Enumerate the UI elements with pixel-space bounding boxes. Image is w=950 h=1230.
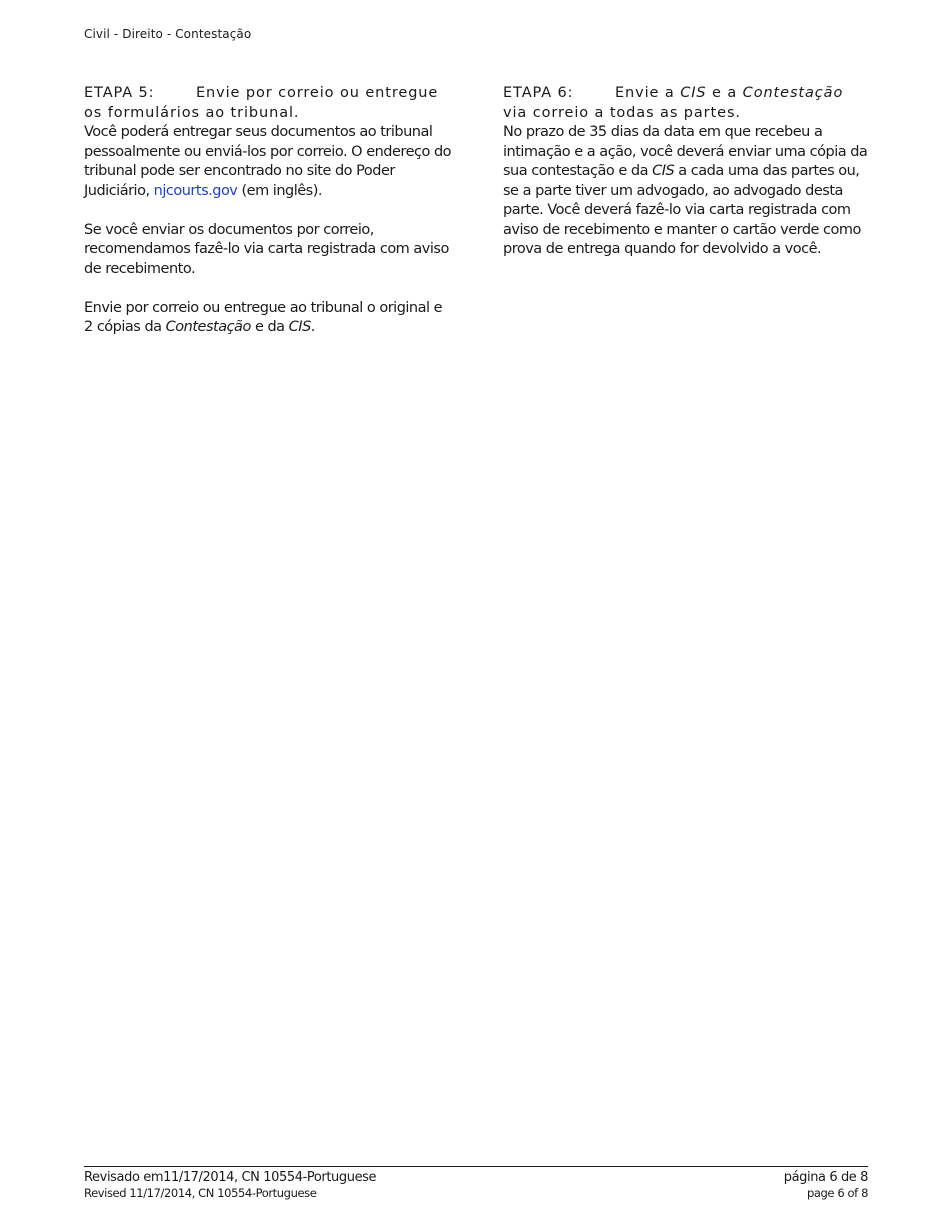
step-5-paragraph-copies — [84, 299, 452, 338]
step-5-title: Envie por correio ou entregue os formulários ao tribunal. — [84, 85, 439, 121]
step-5-paragraph-delivery — [84, 123, 452, 201]
page-header: Civil - Direito - Contestação — [84, 27, 252, 41]
step-6-title-contestacao: Contestação — [742, 85, 844, 101]
step-6-title-post: via correio a todas as partes. — [503, 104, 741, 121]
footer-page-pt: página 6 de 8 — [783, 1170, 868, 1185]
step-5-label: ETAPA 5: — [84, 85, 155, 101]
step-5-copies-text: Envie por correio ou entregue ao tribunal o original e 2 cópias da — [84, 299, 443, 335]
footer-revised-pt: Revisado em11/17/2014, CN 10554-Portuguese — [84, 1170, 377, 1185]
page-footer — [84, 1166, 868, 1200]
step-6-text-b: a cada uma das partes ou, se a parte tiver um advogado, ao advogado desta parte. Você deverá fazê-lo via carta registrada com aviso de recebimento e manter o cartão verde como prova de entrega quando for devolvido a você. — [503, 163, 861, 257]
step-5-doc-contestacao: Contestação — [165, 319, 251, 335]
footer-revision — [84, 1169, 376, 1201]
step-5-heading — [84, 84, 452, 123]
step-5-delivery-suffix: (em inglês). — [241, 182, 323, 199]
step-6-heading — [503, 84, 869, 123]
step-6-doc-cis: CIS — [652, 163, 675, 179]
step-5-copies-end: . — [310, 319, 315, 335]
njcourts-link[interactable]: njcourts.gov — [153, 182, 238, 199]
step-6-title-cis: CIS — [680, 85, 707, 101]
footer-revised-en: Revised 11/17/2014, CN 10554-Portuguese — [84, 1186, 317, 1200]
step-5-copies-mid: e da — [254, 319, 285, 335]
footer-page-number — [784, 1169, 868, 1201]
step-6-label: ETAPA 6: — [503, 85, 574, 101]
step-6-paragraph — [503, 123, 869, 260]
step-5-delivery-text: Você poderá entregar seus documentos ao tribunal pessoalmente ou enviá-los por correio. O endereço do tribunal pode ser encontrado no site do Poder Judiciário, — [84, 124, 452, 199]
step-5-doc-cis: CIS — [288, 319, 311, 335]
step-6-text-a: No prazo de 35 dias da data em que recebeu a intimação e a ação, você deverá enviar uma cópia da sua contestação e da — [503, 124, 868, 179]
footer-page-en: page 6 of 8 — [806, 1186, 868, 1200]
step-6-title-pre: Envie a — [615, 85, 675, 101]
step-6-title-mid: e a — [712, 85, 738, 101]
step-6-section — [503, 84, 869, 260]
step-5-section — [84, 84, 452, 338]
step-5-paragraph-mail: Se você enviar os documentos por correio, recomendamos fazê-lo via carta registrada com aviso de recebimento. — [84, 221, 449, 277]
